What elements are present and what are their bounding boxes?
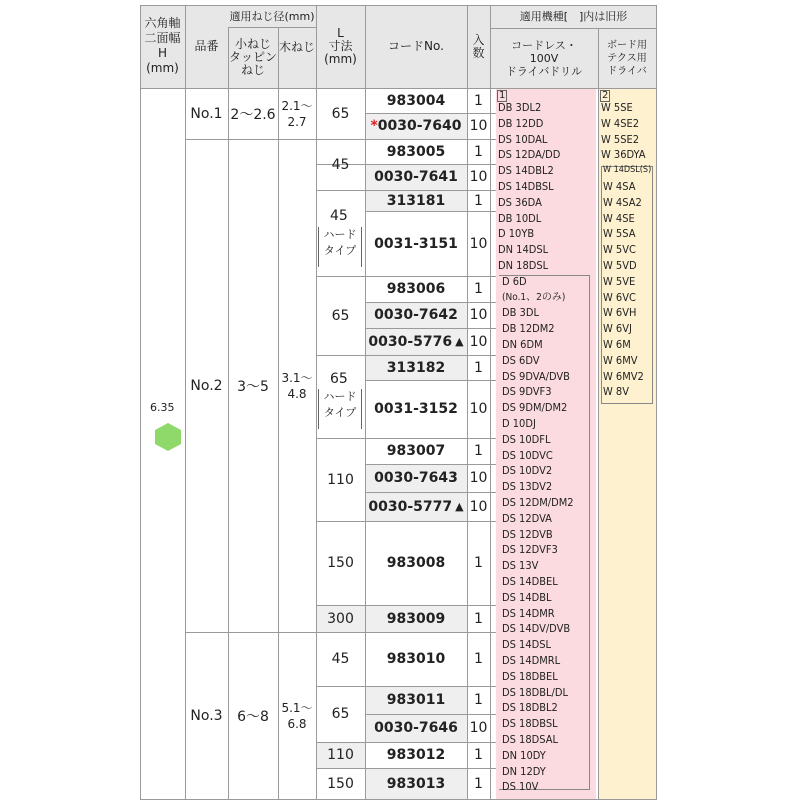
cordless-model: DS 9DVA/DVB — [502, 369, 570, 383]
header-code-no: コードNo. — [388, 39, 444, 53]
cordless-model: DB 3DL2 — [498, 101, 542, 114]
code-number: 0030-7641 — [374, 169, 458, 185]
length-cell: 300 — [327, 610, 354, 627]
cordless-model: DN 14DSL — [498, 243, 549, 257]
code-number: 983010 — [386, 651, 446, 667]
cordless-model: DS 18DBEL — [502, 669, 558, 683]
code-number: 0030-7646 — [374, 720, 458, 736]
length-cell: 150 — [327, 775, 354, 792]
qty-cell: 10 — [469, 235, 488, 252]
qty-cell: 1 — [474, 192, 483, 209]
cordless-model: D 6D — [502, 274, 527, 288]
cordless-model: DS 14DBEL — [502, 575, 558, 588]
board-model: W 5VC — [603, 243, 636, 257]
cordless-model: DS 18DBL2 — [502, 701, 558, 715]
triangle-mark-icon: ▲ — [455, 500, 464, 513]
board-model: W 36DYA — [601, 148, 646, 162]
board-model: W 5SE — [601, 101, 633, 114]
triangle-mark-icon: ▲ — [455, 335, 464, 348]
cordless-model: DS 12DVB — [502, 527, 553, 541]
cordless-model: DS 13DV2 — [502, 480, 553, 494]
code-number: 0031-3152 — [374, 401, 458, 417]
wood-screw-2: 3.1～ 4.8 — [281, 370, 313, 401]
cordless-model: DS 12DVA — [502, 511, 552, 525]
board-model: W 6MV2 — [603, 369, 644, 383]
cordless-model: DS 9DVF3 — [502, 385, 552, 399]
code-number: 983006 — [386, 281, 446, 297]
cordless-model: DB 3DL — [502, 306, 539, 320]
cordless-model: DS 13V — [502, 559, 539, 573]
cordless-model: DS 14DV/DVB — [502, 622, 571, 636]
hard-type-label: ハード タイプ — [318, 389, 362, 429]
code-cell — [365, 302, 467, 328]
code-cell — [365, 355, 467, 380]
length-cell: 65 — [331, 706, 350, 722]
cordless-model: D 10DJ — [502, 417, 536, 430]
code-cell — [365, 521, 467, 605]
cordless-model: DS 10DV2 — [502, 464, 553, 478]
code-number: 313181 — [386, 192, 446, 209]
cordless-model: DS 14DMR — [502, 606, 555, 620]
code-number: 313182 — [386, 359, 446, 376]
length-cell: 45 — [331, 651, 350, 667]
code-cell — [365, 742, 467, 768]
qty-cell: 10 — [469, 118, 488, 134]
qty-cell: 10 — [469, 401, 488, 417]
code-number: 983007 — [386, 443, 446, 459]
code-number: 0030-5777 — [368, 498, 453, 515]
cordless-model: DS 10V — [502, 780, 539, 794]
hard-type-label: ハード タイプ — [318, 227, 362, 267]
qty-cell: 1 — [474, 651, 483, 667]
qty-cell: 10 — [469, 307, 488, 323]
qty-cell: 1 — [474, 692, 483, 708]
code-cell — [365, 632, 467, 686]
cordless-model: DS 14DMRL — [502, 654, 561, 667]
code-cell — [365, 328, 467, 355]
length-cell: 150 — [327, 555, 354, 571]
code-number: 0030-5776 — [368, 333, 453, 350]
code-number: 0030-7642 — [374, 307, 458, 323]
small-screw-3: 6～8 — [237, 709, 269, 725]
code-number: 983009 — [386, 610, 446, 627]
wood-screw-3: 5.1～ 6.8 — [281, 701, 313, 731]
qty-cell: 10 — [469, 498, 488, 515]
hexagon-icon — [153, 422, 183, 452]
qty-cell: 10 — [469, 720, 488, 736]
cordless-model: DS 18DSAL — [502, 733, 559, 746]
code-cell — [365, 605, 467, 632]
cordless-model: DN 10DY — [502, 748, 546, 762]
code-cell — [365, 380, 467, 438]
cordless-model: DS 18DBSL — [502, 717, 558, 731]
cordless-model: DN 12DY — [502, 764, 546, 778]
board-model: W 6VC — [603, 290, 636, 304]
qty-cell: 1 — [474, 610, 483, 627]
header-qty: 入 数 — [472, 32, 485, 60]
small-screw-2: 3～5 — [237, 378, 269, 395]
cordless-model: DS 10DVC — [502, 448, 553, 462]
code-number: 983012 — [386, 747, 446, 763]
code-number: 0031-3151 — [374, 235, 458, 252]
board-model: W 4SE — [603, 211, 635, 225]
small-screw-1: 2～2.6 — [230, 106, 276, 123]
code-cell — [365, 492, 467, 521]
code-number: 983005 — [386, 143, 446, 160]
board-model: W 5VD — [603, 259, 637, 272]
wood-screw-1: 2.1～ 2.7 — [281, 98, 313, 129]
code-cell — [365, 113, 467, 139]
qty-cell: 1 — [474, 775, 483, 792]
code-cell — [365, 464, 467, 492]
code-cell — [365, 686, 467, 714]
cordless-model: D 10YB — [498, 227, 535, 241]
board-model: W 4SA2 — [603, 195, 642, 209]
code-cell — [365, 139, 467, 164]
cordless-model: DS 14DBL — [502, 590, 552, 604]
board-model: W 6MV — [603, 353, 638, 367]
code-cell — [365, 714, 467, 742]
qty-cell: 1 — [474, 281, 483, 297]
header-wood-screw: 木ねじ — [278, 39, 315, 54]
qty-cell: 1 — [474, 359, 483, 376]
qty-cell: 1 — [474, 747, 483, 763]
length-cell: 65 — [331, 307, 350, 324]
part-no-3: No.3 — [190, 708, 223, 724]
header-models-title: 適用機種[ ]内は旧形 — [519, 10, 628, 23]
cordless-model: DS 10DAL — [498, 132, 548, 146]
new-item-star: * — [370, 118, 378, 134]
cordless-group-marker: 1 — [499, 90, 506, 101]
code-cell — [365, 438, 467, 464]
cordless-model: DS 12DM/DM2 — [502, 496, 574, 509]
cordless-model: DB 12DM2 — [502, 322, 555, 336]
code-number: 983011 — [386, 692, 446, 708]
cordless-model: DS 12DA/DD — [498, 148, 561, 162]
length-cell: 45 — [331, 156, 350, 173]
cordless-model: DB 12DD — [498, 116, 544, 130]
part-no-1: No.1 — [190, 105, 223, 122]
qty-cell: 1 — [474, 92, 483, 109]
part-no-2: No.2 — [190, 377, 223, 394]
code-number: 0030-7640 — [377, 118, 462, 134]
code-cell — [365, 164, 467, 190]
code-cell — [365, 190, 467, 211]
qty-cell: 1 — [474, 443, 483, 459]
cordless-model: DS 12DVF3 — [502, 543, 558, 557]
qty-cell: 10 — [469, 333, 488, 350]
cordless-model: DN 18DSL — [498, 259, 549, 272]
qty-cell: 10 — [469, 470, 488, 486]
cordless-model: DS 18DBL/DL — [502, 685, 569, 699]
code-number: 983013 — [386, 775, 446, 792]
cordless-model: DS 14DBSL — [498, 180, 554, 193]
qty-cell: 10 — [469, 169, 488, 185]
board-model: W 14DSL(S) — [603, 165, 652, 176]
board-model: W 5SE2 — [601, 132, 640, 146]
header-hex-width: 六角軸 二面幅 H (mm) — [144, 16, 181, 75]
cordless-model: DS 9DM/DM2 — [502, 401, 568, 415]
board-model: W 6VJ — [603, 322, 632, 336]
board-model: W 4SA — [603, 180, 636, 193]
cordless-model: DS 10DFL — [502, 432, 551, 446]
cordless-model: DB 10DL — [498, 211, 542, 225]
cordless-model: (No.1、2のみ) — [502, 291, 566, 303]
qty-cell: 1 — [474, 555, 483, 571]
cordless-model: DS 14DBL2 — [498, 164, 554, 178]
length-cell: 65 — [331, 105, 350, 122]
board-model: W 8V — [603, 385, 629, 399]
board-model: W 6M — [603, 338, 631, 351]
code-number: 0030-7643 — [374, 470, 458, 486]
length-cell: 65 — [330, 371, 348, 387]
code-number: 983004 — [386, 92, 446, 109]
length-cell: 110 — [327, 471, 354, 488]
code-cell — [365, 88, 467, 113]
board-model: W 5VE — [603, 274, 636, 288]
length-cell: 110 — [327, 747, 354, 763]
code-cell — [365, 211, 467, 276]
hex-size-label: 6.35 — [150, 401, 175, 414]
cordless-model: DS 14DSL — [502, 638, 552, 652]
header-part-no: 品番 — [194, 39, 219, 53]
board-group-marker: 2 — [602, 90, 609, 101]
header-length: L 寸法 (mm) — [324, 26, 357, 66]
code-cell — [365, 768, 467, 799]
cordless-model: DS 6DV — [502, 353, 540, 367]
board-model: W 5SA — [603, 227, 636, 241]
board-model: W 6VH — [603, 306, 637, 320]
code-cell — [365, 276, 467, 302]
header-small-screw: 小ねじ タッピン ねじ — [228, 37, 277, 77]
header-board: ボード用 テクス用 ドライバ — [607, 39, 647, 77]
cordless-model: DN 6DM — [502, 338, 543, 351]
code-number: 983008 — [386, 555, 446, 571]
length-cell: 45 — [330, 208, 348, 224]
header-screw-dia: 適用ねじ径(mm) — [229, 9, 315, 23]
qty-cell: 1 — [474, 143, 483, 160]
header-cordless: コードレス・ 100V ドライバドリル — [505, 38, 583, 78]
board-model: W 4SE2 — [601, 116, 640, 130]
cordless-model: DS 36DA — [498, 195, 542, 209]
